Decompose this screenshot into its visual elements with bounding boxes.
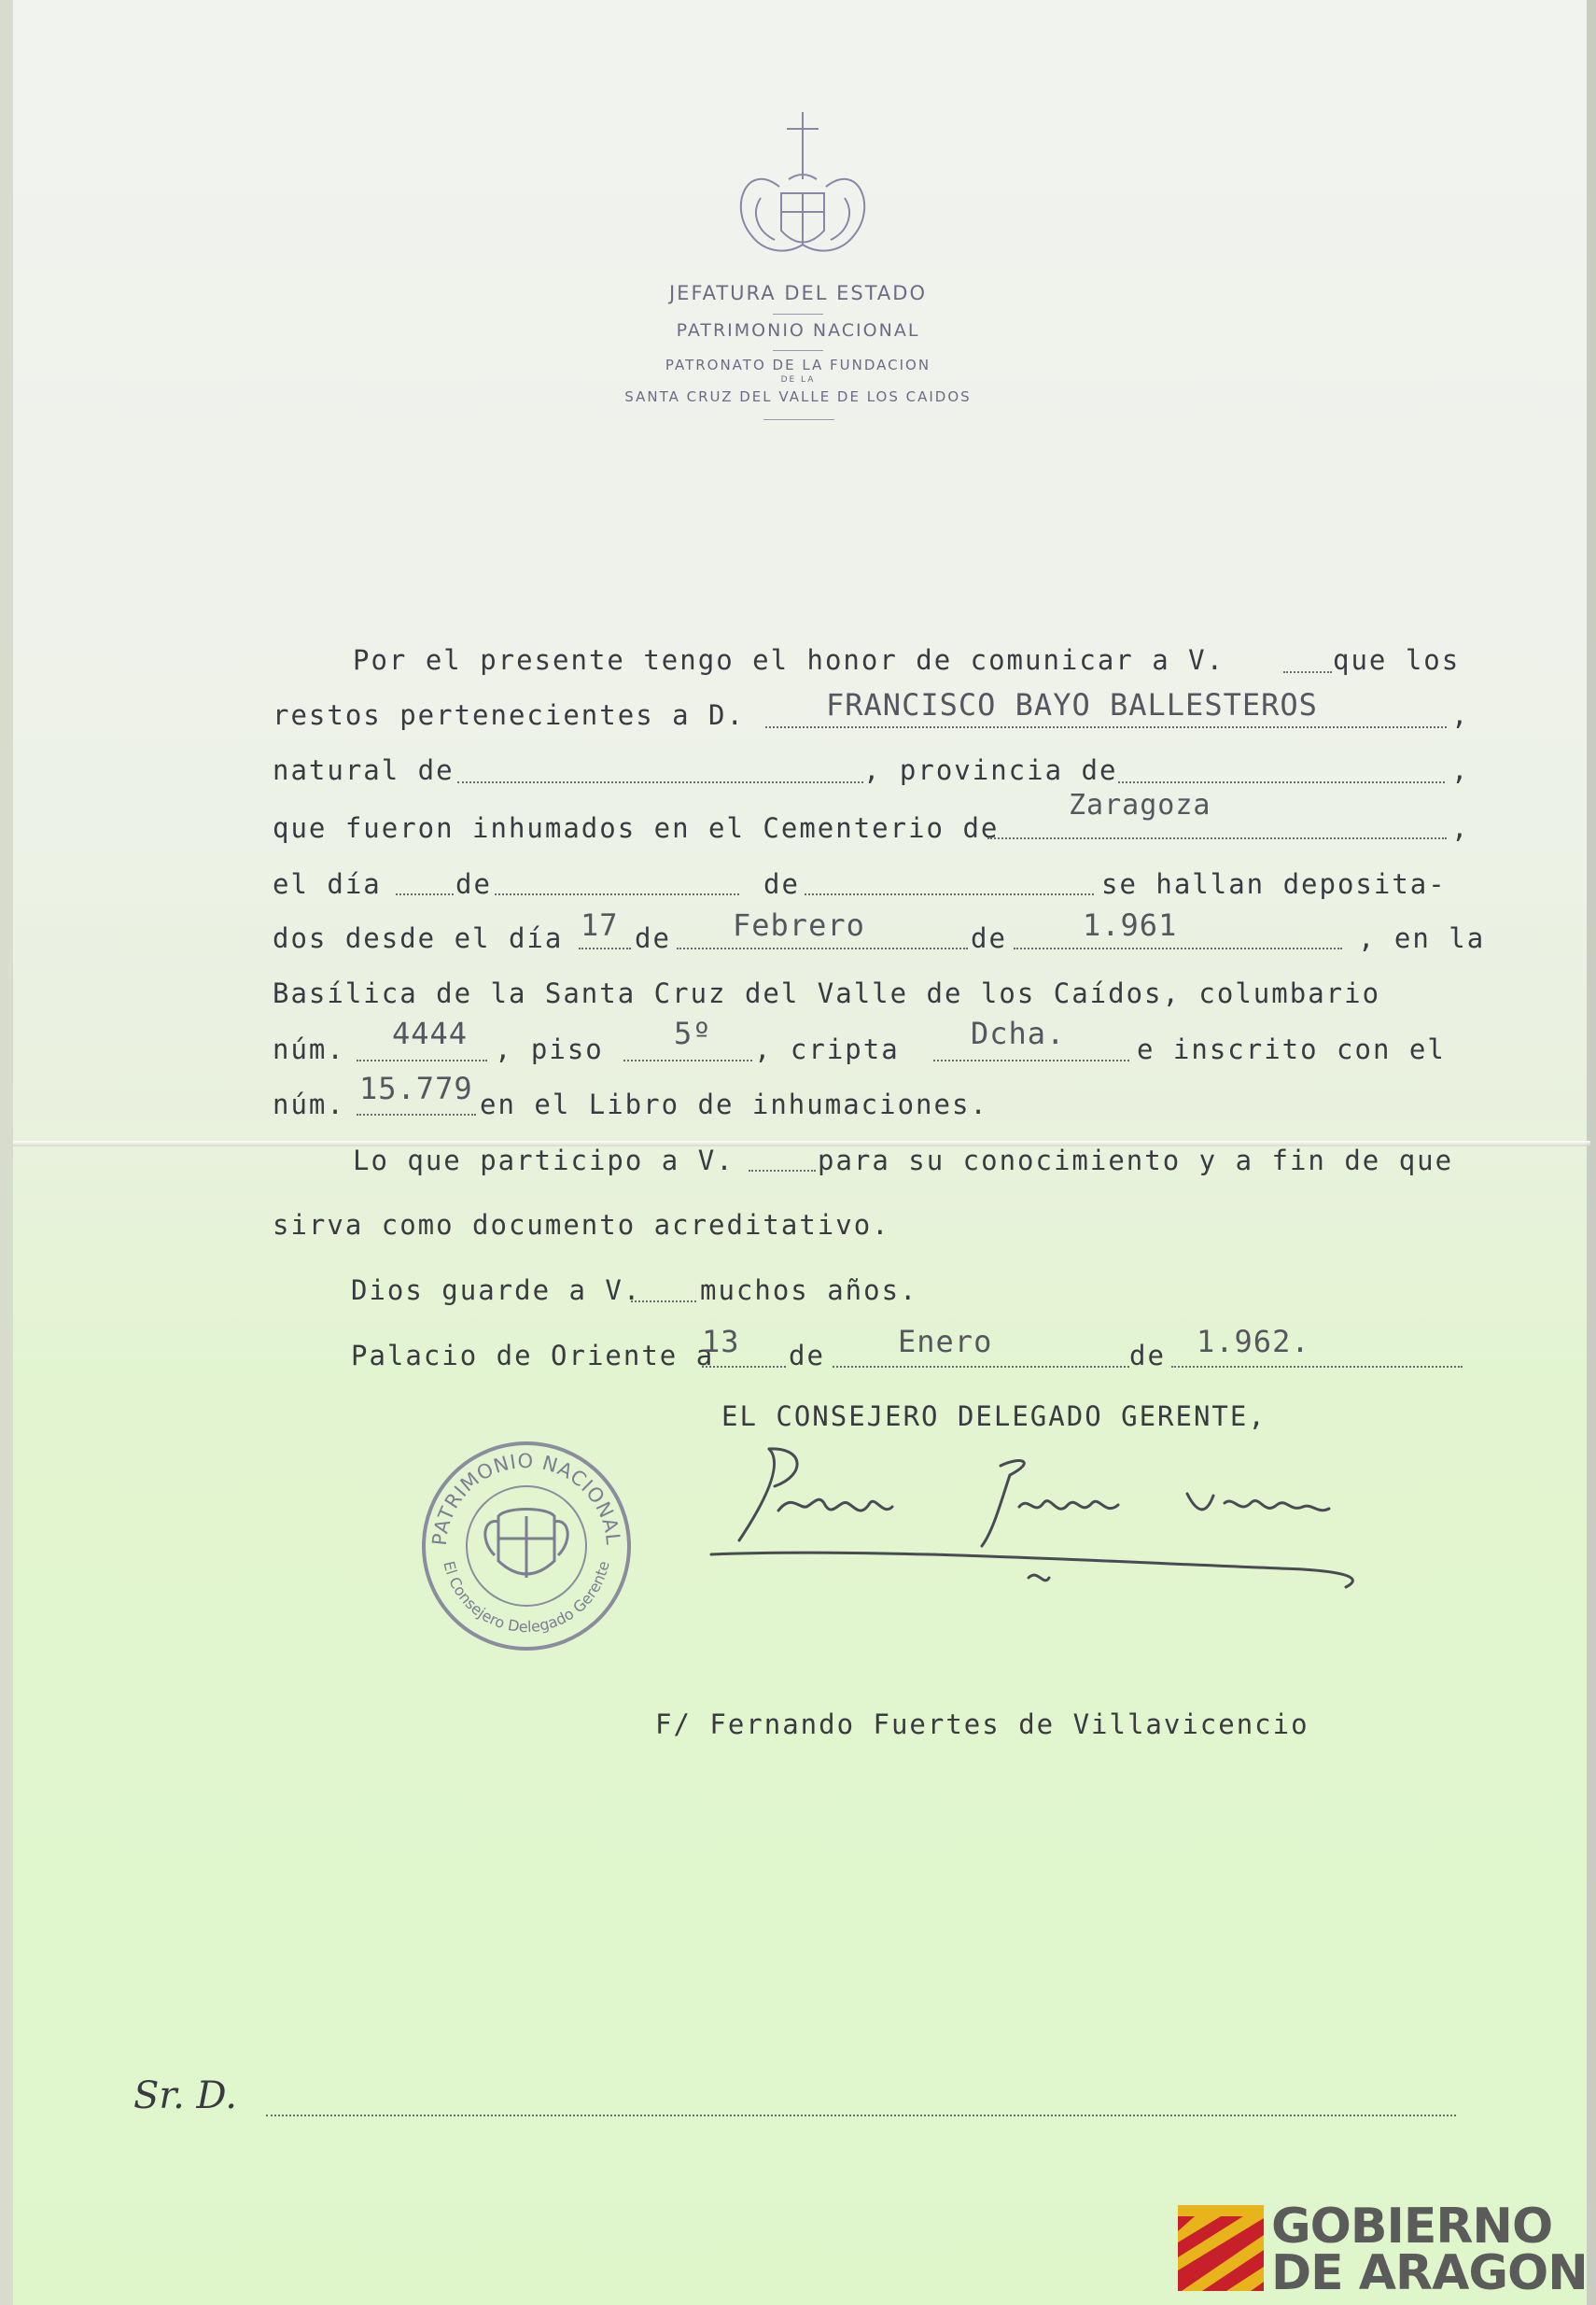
body-text: de — [455, 868, 492, 900]
stamp-ring-bottom: El Consejero Delegado Gerente — [440, 1559, 613, 1637]
body-text: el día — [273, 868, 382, 900]
logo-line-2: DE ARAGON — [1271, 2245, 1588, 2301]
blank-line — [1171, 1365, 1463, 1368]
body-text: que fueron inhumados en el Cementerio de — [273, 812, 1000, 844]
eagle-emblem-icon — [485, 1510, 567, 1579]
piso-value: 5º — [674, 1016, 712, 1051]
body-text: , provincia de — [863, 754, 1118, 786]
blank-line — [631, 1300, 696, 1302]
body-text: muchos años. — [700, 1274, 918, 1306]
paper-edge-left — [0, 0, 13, 2305]
letterhead-rule — [773, 350, 823, 351]
body-text: Basílica de la Santa Cruz del Valle de los Caídos, columbario — [273, 977, 1381, 1009]
handwritten-signature — [702, 1438, 1374, 1596]
cripta-value: Dcha. — [971, 1016, 1066, 1051]
body-text: , piso — [495, 1033, 604, 1065]
blank-line — [677, 947, 968, 949]
body-text: , en la — [1358, 922, 1486, 954]
body-text: para su conocimiento y a fin de que — [818, 1145, 1454, 1176]
body-text: restos pertenecientes a D. — [273, 699, 745, 731]
deposit-month: Febrero — [733, 907, 865, 943]
blank-line — [396, 892, 454, 895]
blank-line — [357, 1113, 476, 1116]
crest-emblem-icon — [723, 105, 882, 273]
body-text: de — [971, 922, 1007, 954]
official-stamp — [418, 1438, 635, 1654]
blank-line — [1118, 780, 1445, 783]
signatory-name: F/ Fernando Fuertes de Villavicencio — [655, 1708, 1309, 1740]
body-text: sirva como documento acreditativo. — [273, 1209, 890, 1241]
aragon-flag-logo-icon — [1178, 2205, 1264, 2291]
body-text: Por el presente tengo el honor de comunicar a V. — [353, 644, 1225, 676]
body-text: Lo que participo a V. — [353, 1145, 735, 1176]
blank-line — [1014, 947, 1342, 949]
body-text: que los — [1333, 644, 1461, 676]
blank-line — [495, 892, 739, 895]
logo-line-1: GOBIERNO — [1271, 2199, 1553, 2255]
body-text: núm. — [273, 1089, 345, 1120]
blank-line — [623, 1059, 752, 1061]
document-month: Enero — [898, 1324, 993, 1359]
letterhead-rule — [763, 419, 834, 420]
body-text: de — [789, 1340, 825, 1371]
paper-edge-right — [1587, 0, 1596, 2305]
body-text: e inscrito con el — [1137, 1033, 1446, 1065]
document-year: 1.962. — [1197, 1324, 1310, 1359]
blank-line — [833, 1365, 1129, 1368]
letterhead-line-2: PATRIMONIO NACIONAL — [676, 320, 920, 341]
body-text: , — [1451, 754, 1470, 786]
blank-line — [457, 780, 863, 783]
blank-line — [805, 892, 1094, 895]
body-text: Dios guarde a V. — [351, 1274, 642, 1306]
document-day: 13 — [702, 1324, 740, 1359]
blank-line — [579, 947, 631, 949]
addressee-line — [266, 2114, 1456, 2116]
letterhead-rule — [773, 314, 823, 315]
body-text: , — [1451, 812, 1470, 844]
blank-line — [933, 1059, 1129, 1061]
blank-line — [749, 1169, 816, 1172]
body-text: Palacio de Oriente a — [351, 1340, 715, 1371]
blank-line — [357, 1059, 487, 1061]
body-text: , cripta — [754, 1033, 900, 1065]
deposit-year: 1.961 — [1083, 907, 1178, 943]
deceased-name: FRANCISCO BAYO BALLESTEROS — [826, 687, 1318, 723]
stamp-ring-top: PATRIMONIO NACIONAL — [427, 1449, 625, 1547]
body-text: se hallan deposita- — [1101, 868, 1447, 900]
letterhead-line-1: JEFATURA DEL ESTADO — [668, 282, 927, 304]
body-text: , — [1451, 699, 1470, 731]
body-text: natural de — [273, 754, 455, 786]
deposit-day: 17 — [581, 907, 619, 943]
blank-line — [702, 1365, 786, 1368]
cemetery-value: Zaragoza — [1069, 789, 1211, 822]
registry-number: 15.779 — [359, 1071, 473, 1106]
blank-line — [765, 725, 1447, 728]
body-text: de — [1129, 1340, 1166, 1371]
letterhead-line-4: DE LA — [780, 375, 816, 385]
blank-line — [987, 836, 1447, 839]
columbario-number: 4444 — [392, 1016, 469, 1051]
signatory-title: EL CONSEJERO DELEGADO GERENTE, — [721, 1400, 1267, 1432]
body-text: en el Libro de inhumaciones. — [480, 1089, 988, 1120]
letterhead-line-5: SANTA CRUZ DEL VALLE DE LOS CAIDOS — [624, 388, 972, 405]
body-text: de — [763, 868, 800, 900]
addressee-label: Sr. D. — [133, 2074, 237, 2117]
body-text: de — [635, 922, 671, 954]
blank-line — [1283, 670, 1332, 673]
body-text: núm. — [273, 1033, 345, 1065]
body-text: dos desde el día — [273, 922, 564, 954]
letterhead-line-3: PATRONATO DE LA FUNDACION — [665, 357, 931, 373]
